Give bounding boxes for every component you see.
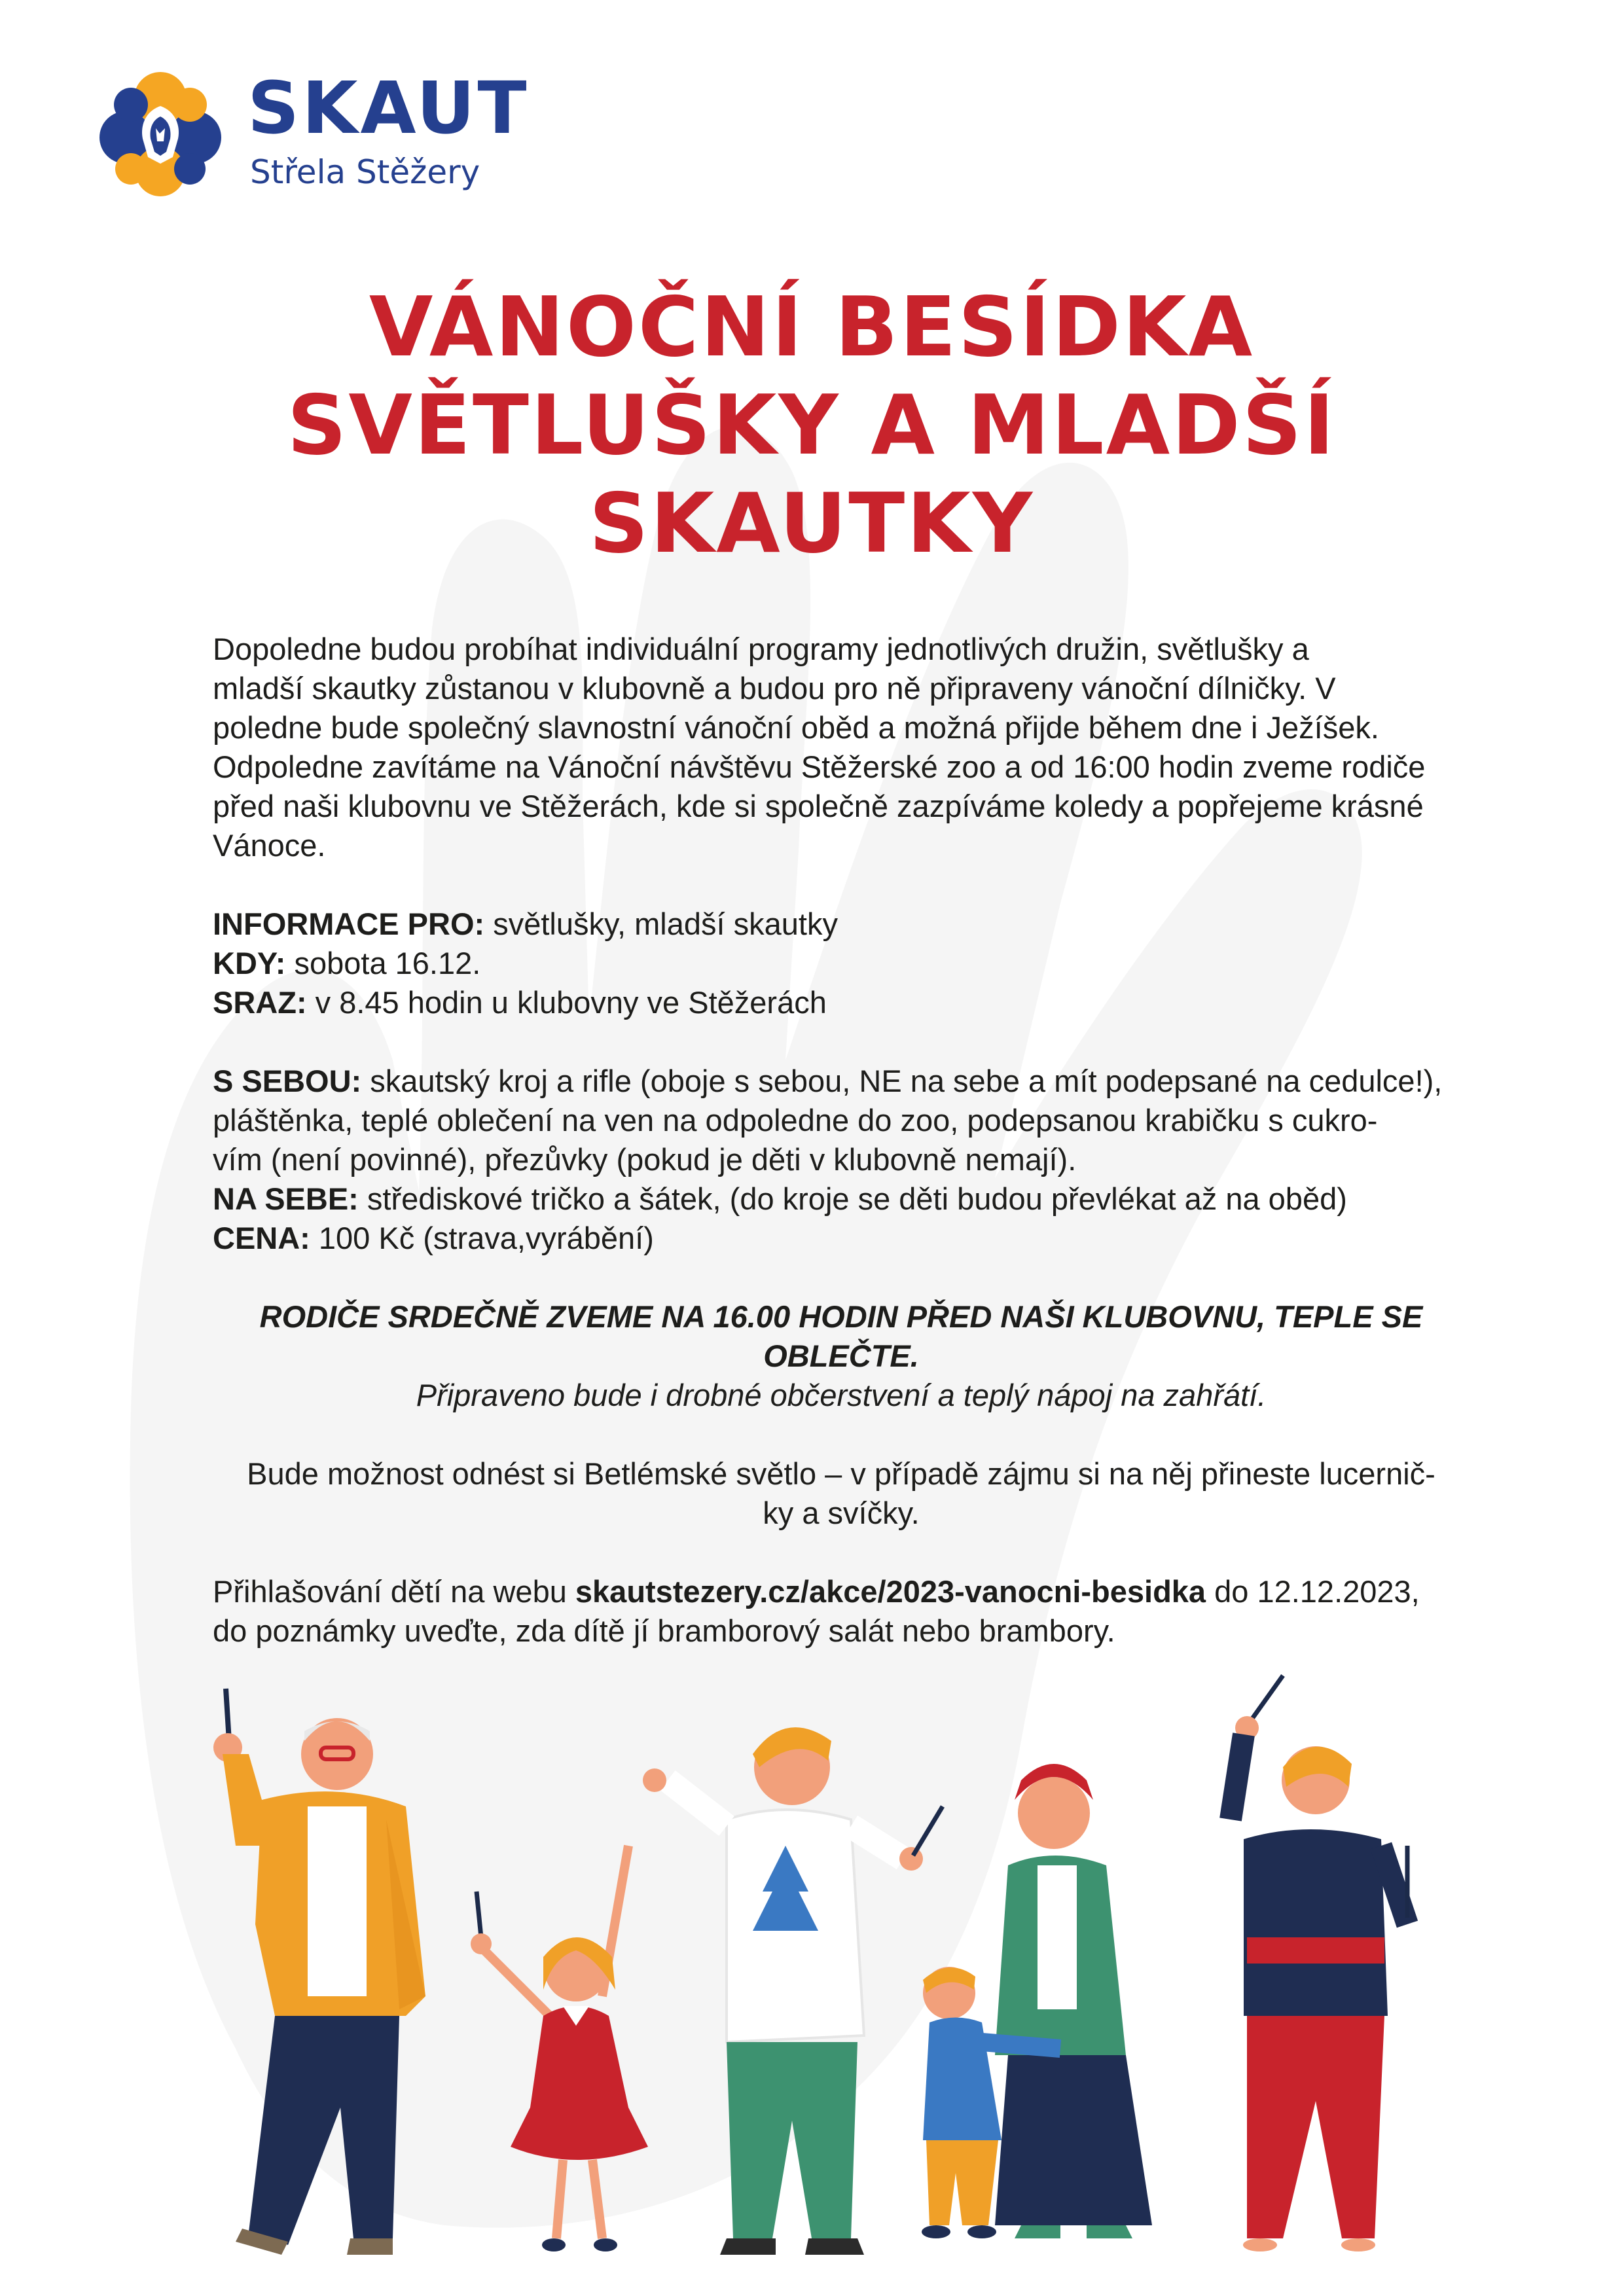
signup-block	[213, 1572, 1470, 1651]
parents-block	[213, 1297, 1470, 1415]
bring-label: S SEBOU:	[213, 1064, 362, 1098]
father-figure	[643, 1727, 943, 2255]
intro-line: mladší skautky zůstanou v klubovně a budou pro ně připraveny vánoční dílničky. V	[213, 671, 1336, 706]
intro-line: poledne bude společný slavnostní vánoční oběd a možná přijde během dne i Ježíšek.	[213, 710, 1379, 745]
price-value: 100 Kč (strava,vyrábění)	[310, 1221, 654, 1255]
for-value: světlušky, mladší skautky	[484, 906, 838, 941]
title-line: SVĚTLUŠKY A MLADŠÍ	[287, 377, 1337, 473]
intro-line: před naši klubovnu ve Stěžerách, kde si společně zazpíváme koledy a popřejeme krásné	[213, 789, 1424, 823]
light-block	[213, 1454, 1470, 1533]
signup-suffix: do 12.12.2023,	[1206, 1574, 1420, 1609]
info-block	[213, 905, 1470, 1022]
title-line: VÁNOČNÍ BESÍDKA	[369, 279, 1255, 375]
when-value: sobota 16.12.	[285, 946, 481, 980]
page-title	[170, 278, 1453, 573]
for-label: INFORMACE PRO:	[213, 906, 485, 941]
event-description	[213, 630, 1470, 1651]
signup-prefix: Přihlašování dětí na webu	[213, 1574, 575, 1609]
wear-value: střediskové tričko a šátek, (do kroje se děti budou převlékat až na oběd)	[358, 1181, 1347, 1216]
logo-unit-name: Střela Stěžery	[250, 153, 480, 191]
intro-paragraph	[213, 630, 1470, 865]
meet-label: SRAZ:	[213, 985, 307, 1020]
intro-line: Dopoledne budou probíhat individuální programy jednotlivých družin, světlušky a	[213, 632, 1309, 666]
signup-link[interactable]: skautstezery.cz/akce/2023-vanocni-besidka	[575, 1574, 1206, 1609]
light-line: Bude možnost odnést si Betlémské světlo – v případě zájmu si na něj přineste lucernič-	[247, 1456, 1435, 1491]
parents-invite: RODIČE SRDEČNĚ ZVEME NA 16.00 HODIN PŘED NAŠI KLUBOVNU, TEPLE SE OBLEČTE.	[259, 1299, 1423, 1373]
bring-line: skautský kroj a rifle (oboje s sebou, NE na sebe a mít podepsané na cedulce!),	[361, 1064, 1443, 1098]
when-label: KDY:	[213, 946, 286, 980]
bring-line: pláštěnka, teplé oblečení na ven na odpoledne do zoo, podepsanou krabičku s cukro-	[213, 1103, 1378, 1138]
scout-lily-emblem-icon	[92, 65, 229, 203]
price-label: CENA:	[213, 1221, 310, 1255]
grandfather-figure	[213, 1689, 425, 2255]
mother-figure	[1231, 1676, 1407, 2251]
wear-label: NA SEBE:	[213, 1181, 359, 1216]
title-line: SKAUTKY	[588, 475, 1035, 571]
bring-line: vím (není povinné), přezůvky (pokud je děti v klubovně nemají).	[213, 1142, 1077, 1177]
signup-line: do poznámky uveďte, zda dítě jí bramborový salát nebo brambory.	[213, 1613, 1115, 1648]
scout-logo	[92, 65, 530, 216]
bring-block	[213, 1062, 1470, 1258]
intro-line: Vánoce.	[213, 828, 326, 863]
intro-line: Odpoledne zavítáme na Vánoční návštěvu Stěžerské zoo a od 16:00 hodin zveme rodiče	[213, 749, 1426, 784]
light-line: ky a svíčky.	[763, 1496, 920, 1530]
meet-value: v 8.45 hodin u klubovny ve Stěžerách	[306, 985, 827, 1020]
family-celebration-illustration	[0, 1649, 1624, 2296]
girl-figure	[471, 1846, 648, 2251]
logo-wordmark: SKAUT	[247, 66, 530, 150]
parents-note: Připraveno bude i drobné občerstvení a teplý nápoj na zahřátí.	[416, 1378, 1267, 1412]
grandmother-figure	[995, 1764, 1152, 2238]
